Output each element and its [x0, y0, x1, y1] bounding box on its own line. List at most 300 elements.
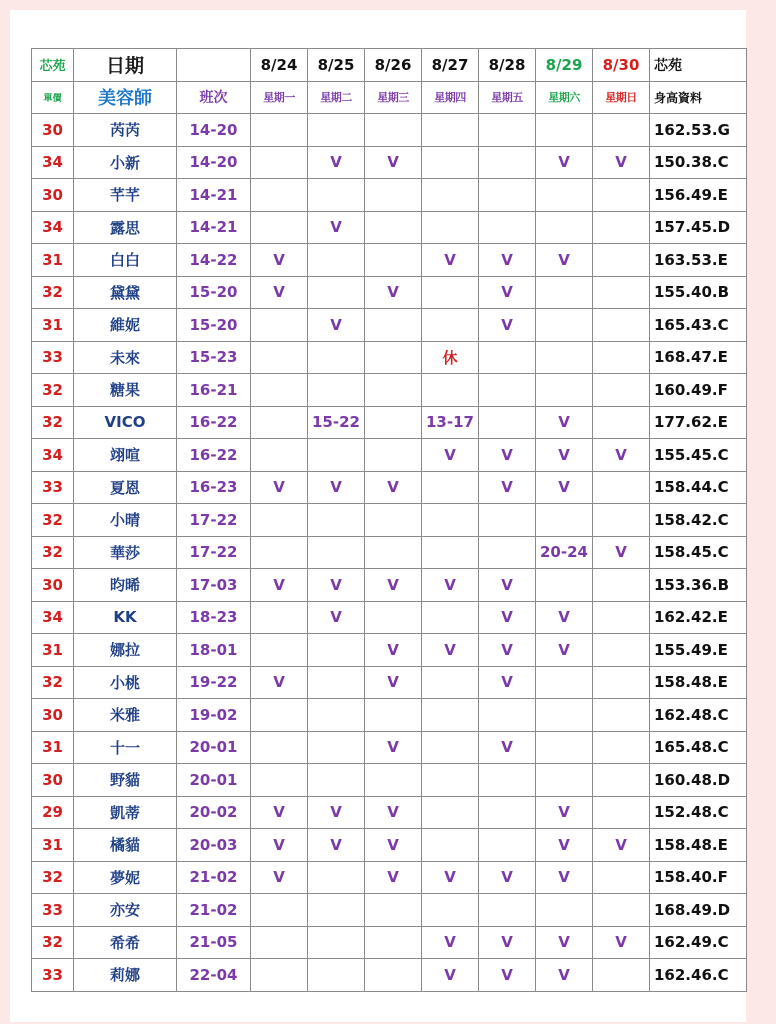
beautician-name-cell: 凱蒂 [74, 796, 177, 829]
date-header-wed: 8/26 [365, 49, 422, 82]
day-cell [251, 211, 308, 244]
day-cell: V [251, 471, 308, 504]
day-cell: V [536, 146, 593, 179]
day-cell [479, 406, 536, 439]
beautician-name-cell: 希希 [74, 926, 177, 959]
day-cell [308, 666, 365, 699]
height-cell: 177.62.E [650, 406, 747, 439]
table-row [32, 341, 747, 374]
unit-price-cell: 31 [32, 634, 74, 667]
shift-cell: 19-02 [177, 699, 251, 732]
day-cell [536, 211, 593, 244]
table-row [32, 796, 747, 829]
day-cell [365, 536, 422, 569]
height-cell: 153.36.B [650, 569, 747, 602]
day-cell [365, 374, 422, 407]
day-cell: 15-22 [308, 406, 365, 439]
day-cell: V [536, 796, 593, 829]
unit-price-cell: 32 [32, 406, 74, 439]
shift-cell: 14-20 [177, 114, 251, 147]
day-cell [365, 309, 422, 342]
table-row [32, 439, 747, 472]
beautician-name-cell: 小晴 [74, 504, 177, 537]
day-cell: V [308, 309, 365, 342]
day-cell: V [422, 569, 479, 602]
shift-cell: 18-01 [177, 634, 251, 667]
day-cell [593, 114, 650, 147]
day-cell [365, 211, 422, 244]
table-row [32, 179, 747, 212]
day-cell: V [365, 634, 422, 667]
weekday-header-wed: 星期三 [365, 81, 422, 114]
day-cell [593, 341, 650, 374]
shift-cell: 14-21 [177, 179, 251, 212]
height-cell: 162.49.C [650, 926, 747, 959]
beautician-name-cell: 翊喧 [74, 439, 177, 472]
beautician-name-cell: 芮芮 [74, 114, 177, 147]
shift-cell: 20-01 [177, 731, 251, 764]
day-cell [308, 959, 365, 992]
beautician-name-cell: 夢妮 [74, 861, 177, 894]
day-cell [422, 764, 479, 797]
table-row [32, 374, 747, 407]
unit-price-cell: 32 [32, 536, 74, 569]
shift-cell: 16-21 [177, 374, 251, 407]
day-cell [365, 114, 422, 147]
height-cell: 155.40.B [650, 276, 747, 309]
height-cell: 150.38.C [650, 146, 747, 179]
day-cell: V [479, 244, 536, 277]
unit-price-cell: 30 [32, 569, 74, 602]
day-cell [251, 406, 308, 439]
day-cell: V [365, 471, 422, 504]
day-cell: V [308, 211, 365, 244]
day-cell: V [479, 666, 536, 699]
height-cell: 165.48.C [650, 731, 747, 764]
day-cell [536, 179, 593, 212]
day-cell [593, 374, 650, 407]
table-row [32, 406, 747, 439]
beautician-name-cell: 糖果 [74, 374, 177, 407]
day-cell [536, 764, 593, 797]
day-cell [593, 601, 650, 634]
day-cell [308, 894, 365, 927]
shift-cell: 15-20 [177, 309, 251, 342]
day-cell [422, 829, 479, 862]
day-cell [308, 244, 365, 277]
day-cell [593, 796, 650, 829]
beautician-name-cell: 米雅 [74, 699, 177, 732]
day-cell: V [251, 861, 308, 894]
day-cell [593, 504, 650, 537]
beautician-name-cell: 夏恩 [74, 471, 177, 504]
day-cell: V [479, 601, 536, 634]
beautician-name-cell: 橘貓 [74, 829, 177, 862]
day-cell [479, 796, 536, 829]
day-cell: V [365, 146, 422, 179]
weekday-header-fri: 星期五 [479, 81, 536, 114]
day-cell: V [365, 666, 422, 699]
unit-price-cell: 30 [32, 764, 74, 797]
day-cell [479, 114, 536, 147]
day-cell [536, 276, 593, 309]
day-cell [536, 731, 593, 764]
day-cell: V [365, 569, 422, 602]
unit-price-cell: 32 [32, 276, 74, 309]
table-row [32, 666, 747, 699]
day-cell: V [536, 634, 593, 667]
date-header-thu: 8/27 [422, 49, 479, 82]
shift-cell: 14-22 [177, 244, 251, 277]
table-row [32, 764, 747, 797]
beautician-name-cell: 小新 [74, 146, 177, 179]
shift-cell: 16-22 [177, 439, 251, 472]
day-cell [536, 374, 593, 407]
day-cell [593, 699, 650, 732]
shift-cell: 15-20 [177, 276, 251, 309]
day-cell: V [593, 829, 650, 862]
day-cell: V [308, 146, 365, 179]
day-cell: V [536, 244, 593, 277]
weekday-header-thu: 星期四 [422, 81, 479, 114]
day-cell [479, 504, 536, 537]
empty-header-cell [177, 49, 251, 82]
unit-price-cell: 30 [32, 699, 74, 732]
day-cell: V [422, 959, 479, 992]
day-cell [308, 731, 365, 764]
table-row [32, 829, 747, 862]
beautician-name-cell: 十一 [74, 731, 177, 764]
day-cell [479, 179, 536, 212]
day-cell [365, 764, 422, 797]
day-cell [422, 666, 479, 699]
day-cell [422, 309, 479, 342]
day-cell: V [536, 959, 593, 992]
day-cell [536, 341, 593, 374]
day-cell [308, 341, 365, 374]
height-cell: 162.48.C [650, 699, 747, 732]
day-cell: V [479, 471, 536, 504]
brand-right-header: 芯苑 [650, 49, 747, 82]
shift-cell: 14-21 [177, 211, 251, 244]
day-cell [251, 764, 308, 797]
day-cell: V [536, 406, 593, 439]
unit-price-cell: 31 [32, 244, 74, 277]
header-row-labels [32, 81, 747, 114]
beautician-name-cell: 昀晞 [74, 569, 177, 602]
day-cell: V [365, 796, 422, 829]
day-cell [422, 894, 479, 927]
day-cell [593, 406, 650, 439]
height-cell: 155.45.C [650, 439, 747, 472]
day-cell [422, 601, 479, 634]
table-row [32, 114, 747, 147]
shift-cell: 17-03 [177, 569, 251, 602]
height-cell: 162.53.G [650, 114, 747, 147]
day-cell [365, 959, 422, 992]
height-header: 身高資料 [650, 81, 747, 114]
day-cell [251, 114, 308, 147]
day-cell: V [536, 829, 593, 862]
day-cell: V [479, 309, 536, 342]
day-cell [308, 179, 365, 212]
day-cell [365, 894, 422, 927]
table-row [32, 146, 747, 179]
day-cell [308, 764, 365, 797]
table-row [32, 504, 747, 537]
table-row [32, 276, 747, 309]
height-cell: 160.48.D [650, 764, 747, 797]
table-row [32, 471, 747, 504]
day-cell [536, 894, 593, 927]
shift-cell: 19-22 [177, 666, 251, 699]
height-cell: 158.45.C [650, 536, 747, 569]
day-cell [422, 536, 479, 569]
day-cell: V [308, 829, 365, 862]
date-header-mon: 8/24 [251, 49, 308, 82]
day-cell: V [593, 146, 650, 179]
schedule-table [31, 48, 747, 992]
day-cell [593, 471, 650, 504]
unit-price-cell: 29 [32, 796, 74, 829]
beautician-name-cell: 野貓 [74, 764, 177, 797]
day-cell: V [365, 276, 422, 309]
day-cell: V [308, 471, 365, 504]
day-cell [479, 764, 536, 797]
day-cell [251, 926, 308, 959]
height-cell: 160.49.F [650, 374, 747, 407]
height-cell: 162.46.C [650, 959, 747, 992]
day-cell: V [251, 666, 308, 699]
day-cell [593, 861, 650, 894]
height-cell: 152.48.C [650, 796, 747, 829]
day-cell: V [365, 731, 422, 764]
unit-price-cell: 33 [32, 894, 74, 927]
day-cell [593, 666, 650, 699]
day-cell: 13-17 [422, 406, 479, 439]
unit-price-cell: 34 [32, 439, 74, 472]
day-cell: V [422, 244, 479, 277]
day-cell [422, 276, 479, 309]
unit-price-cell: 34 [32, 211, 74, 244]
weekday-header-mon: 星期一 [251, 81, 308, 114]
day-cell: V [308, 569, 365, 602]
day-cell [251, 309, 308, 342]
day-cell [593, 731, 650, 764]
table-row [32, 211, 747, 244]
day-cell: V [422, 861, 479, 894]
unit-price-cell: 32 [32, 861, 74, 894]
unit-price-cell: 32 [32, 374, 74, 407]
day-cell [251, 894, 308, 927]
day-cell [365, 699, 422, 732]
beautician-header: 美容師 [74, 81, 177, 114]
unit-price-cell: 30 [32, 114, 74, 147]
day-cell: V [479, 731, 536, 764]
beautician-name-cell: KK [74, 601, 177, 634]
day-cell: V [251, 569, 308, 602]
day-cell [536, 666, 593, 699]
day-cell [479, 146, 536, 179]
shift-cell: 21-02 [177, 861, 251, 894]
unit-price-cell: 33 [32, 471, 74, 504]
day-cell [479, 699, 536, 732]
table-row [32, 244, 747, 277]
day-cell [365, 179, 422, 212]
day-cell: V [536, 439, 593, 472]
header-row-dates [32, 49, 747, 82]
day-cell: 休 [422, 341, 479, 374]
day-cell [593, 634, 650, 667]
table-row [32, 894, 747, 927]
day-cell: V [251, 244, 308, 277]
day-cell [308, 439, 365, 472]
unit-price-cell: 33 [32, 341, 74, 374]
day-cell: V [536, 861, 593, 894]
shift-cell: 21-05 [177, 926, 251, 959]
day-cell [308, 276, 365, 309]
unit-price-cell: 34 [32, 601, 74, 634]
table-row [32, 699, 747, 732]
day-cell [308, 699, 365, 732]
day-cell [365, 926, 422, 959]
brand-left-header: 芯苑 [32, 49, 74, 82]
day-cell [479, 374, 536, 407]
day-cell [593, 569, 650, 602]
day-cell: V [536, 601, 593, 634]
day-cell: V [422, 439, 479, 472]
day-cell: V [536, 471, 593, 504]
beautician-name-cell: 小桃 [74, 666, 177, 699]
day-cell [536, 569, 593, 602]
day-cell [479, 536, 536, 569]
unit-price-cell: 32 [32, 504, 74, 537]
day-cell: V [479, 569, 536, 602]
unit-price-cell: 30 [32, 179, 74, 212]
beautician-name-cell: 維妮 [74, 309, 177, 342]
height-cell: 158.48.E [650, 666, 747, 699]
table-row [32, 569, 747, 602]
weekday-header-sat: 星期六 [536, 81, 593, 114]
beautician-name-cell: 亦安 [74, 894, 177, 927]
beautician-name-cell: 娜拉 [74, 634, 177, 667]
day-cell [593, 211, 650, 244]
day-cell [251, 634, 308, 667]
day-cell: V [479, 634, 536, 667]
height-cell: 163.53.E [650, 244, 747, 277]
shift-cell: 15-23 [177, 341, 251, 374]
day-cell: V [479, 276, 536, 309]
day-cell [593, 276, 650, 309]
day-cell: V [365, 861, 422, 894]
unit-price-cell: 32 [32, 926, 74, 959]
date-header-sun: 8/30 [593, 49, 650, 82]
day-cell [365, 504, 422, 537]
beautician-name-cell: 莉娜 [74, 959, 177, 992]
day-cell [479, 211, 536, 244]
day-cell [422, 699, 479, 732]
day-cell [251, 341, 308, 374]
day-cell [422, 471, 479, 504]
shift-cell: 17-22 [177, 504, 251, 537]
shift-cell: 21-02 [177, 894, 251, 927]
beautician-name-cell: 華莎 [74, 536, 177, 569]
day-cell [308, 861, 365, 894]
day-cell [308, 504, 365, 537]
day-cell [593, 894, 650, 927]
table-row [32, 309, 747, 342]
unit-price-cell: 34 [32, 146, 74, 179]
unit-price-cell: 31 [32, 829, 74, 862]
shift-cell: 20-03 [177, 829, 251, 862]
date-header-fri: 8/28 [479, 49, 536, 82]
day-cell: 20-24 [536, 536, 593, 569]
height-cell: 157.45.D [650, 211, 747, 244]
table-row [32, 601, 747, 634]
day-cell: V [479, 861, 536, 894]
day-cell [308, 114, 365, 147]
height-cell: 158.42.C [650, 504, 747, 537]
day-cell [365, 406, 422, 439]
day-cell [422, 179, 479, 212]
day-cell [536, 309, 593, 342]
height-cell: 158.40.F [650, 861, 747, 894]
day-cell [251, 959, 308, 992]
day-cell [365, 439, 422, 472]
day-cell [251, 179, 308, 212]
beautician-name-cell: 芊芊 [74, 179, 177, 212]
day-cell: V [251, 796, 308, 829]
day-cell [308, 536, 365, 569]
day-cell [422, 504, 479, 537]
day-cell [251, 601, 308, 634]
beautician-name-cell: 黛黛 [74, 276, 177, 309]
table-row [32, 926, 747, 959]
day-cell [308, 926, 365, 959]
unit-price-cell: 32 [32, 666, 74, 699]
weekday-header-tue: 星期二 [308, 81, 365, 114]
day-cell [308, 634, 365, 667]
day-cell [422, 796, 479, 829]
day-cell [251, 439, 308, 472]
table-row [32, 634, 747, 667]
day-cell [479, 894, 536, 927]
beautician-name-cell: 露思 [74, 211, 177, 244]
day-cell [251, 699, 308, 732]
day-cell: V [479, 959, 536, 992]
day-cell [251, 536, 308, 569]
beautician-name-cell: 未來 [74, 341, 177, 374]
day-cell: V [593, 536, 650, 569]
day-cell: V [308, 796, 365, 829]
unit-price-header: 單價 [32, 81, 74, 114]
day-cell [422, 374, 479, 407]
day-cell [308, 374, 365, 407]
day-cell [593, 244, 650, 277]
day-cell [536, 114, 593, 147]
schedule-sheet [10, 10, 746, 1022]
weekday-header-sun: 星期日 [593, 81, 650, 114]
day-cell: V [365, 829, 422, 862]
date-label-header: 日期 [74, 49, 177, 82]
day-cell: V [422, 926, 479, 959]
day-cell [251, 731, 308, 764]
day-cell: V [308, 601, 365, 634]
shift-cell: 18-23 [177, 601, 251, 634]
height-cell: 165.43.C [650, 309, 747, 342]
shift-cell: 16-22 [177, 406, 251, 439]
beautician-name-cell: VICO [74, 406, 177, 439]
